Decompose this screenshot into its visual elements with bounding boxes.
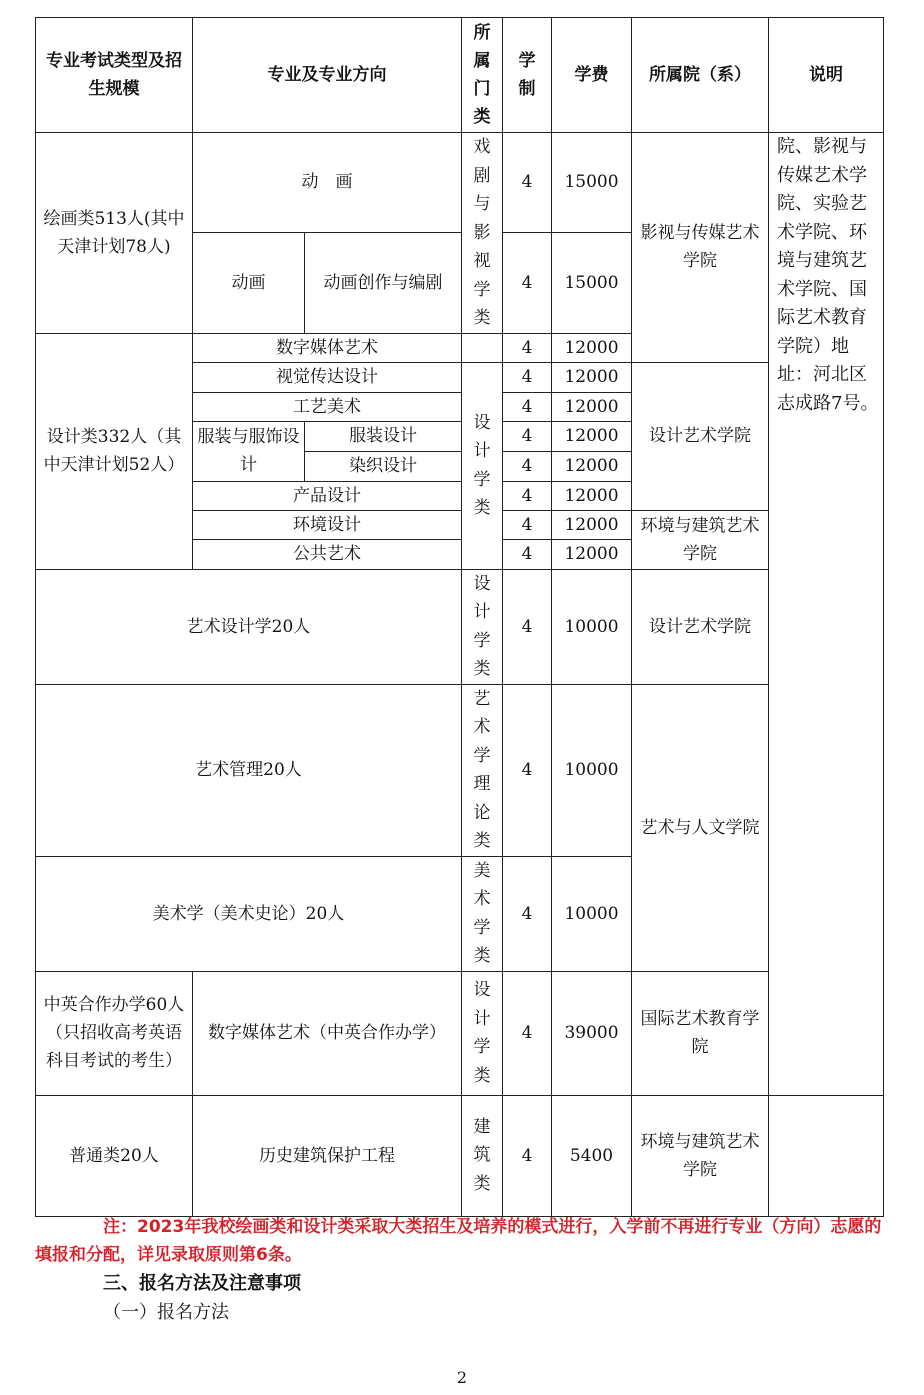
general-type-cell: 普通类20人	[36, 1095, 193, 1216]
drawing-major-1: 动 画	[193, 133, 462, 233]
years-cell: 4	[503, 1095, 552, 1216]
sino-british-type-cell: 中英合作办学60人（只招收高考英语科目考试的考生）	[36, 971, 193, 1095]
table-header-row	[36, 18, 884, 133]
fee-cell: 12000	[552, 333, 632, 362]
drawing-category-cell: 戏剧与影视学类	[462, 133, 503, 334]
header-note: 说明	[769, 18, 884, 133]
humanities-dept-cell: 艺术与人文学院	[632, 684, 769, 971]
note-cell: 院、影视与传媒艺术学院、实验艺术学院、环境与建筑艺术学院、国际艺术教育学院）地址：河北区志成路7号。	[769, 133, 884, 1096]
years-cell: 4	[503, 421, 552, 451]
design-major-2: 视觉传达设计	[193, 362, 462, 392]
table-row	[36, 684, 884, 856]
art-history-cell: 美术学（美术史论）20人	[36, 856, 462, 971]
years-cell: 4	[503, 362, 552, 392]
admissions-table	[35, 17, 884, 1217]
table-row	[36, 133, 884, 233]
years-cell: 4	[503, 510, 552, 539]
design-direction-5: 染织设计	[305, 451, 462, 481]
design-major-4: 服装与服饰设计	[193, 421, 305, 481]
design-major-8: 公共艺术	[193, 539, 462, 569]
table-row	[36, 971, 884, 1095]
design-major-6: 产品设计	[193, 481, 462, 510]
fee-cell: 12000	[552, 362, 632, 392]
design-dept-b-cell: 环境与建筑艺术学院	[632, 510, 769, 569]
art-design-category: 设计学类	[462, 569, 503, 684]
general-category: 建筑类	[462, 1095, 503, 1216]
page-number: 2	[456, 1368, 468, 1387]
section-heading: 三、报名方法及注意事项	[103, 1273, 301, 1294]
sino-british-major-cell: 数字媒体艺术（中英合作办学）	[193, 971, 462, 1095]
art-design-cell: 艺术设计学20人	[36, 569, 462, 684]
fee-cell: 12000	[552, 451, 632, 481]
header-fee: 学费	[552, 18, 632, 133]
fee-cell: 12000	[552, 539, 632, 569]
fee-cell: 12000	[552, 481, 632, 510]
art-history-category: 美术学类	[462, 856, 503, 971]
design-dept-a-cell: 设计艺术学院	[632, 362, 769, 510]
general-dept: 环境与建筑艺术学院	[632, 1095, 769, 1216]
fee-cell: 12000	[552, 392, 632, 421]
art-management-cell: 艺术管理20人	[36, 684, 462, 856]
years-cell: 4	[503, 569, 552, 684]
fee-cell: 10000	[552, 684, 632, 856]
sino-british-category: 设计学类	[462, 971, 503, 1095]
years-cell: 4	[503, 481, 552, 510]
art-management-category: 艺术学理论类	[462, 684, 503, 856]
years-cell: 4	[503, 133, 552, 233]
table-row	[36, 1095, 884, 1216]
years-cell: 4	[503, 232, 552, 333]
design-major-7: 环境设计	[193, 510, 462, 539]
header-major: 专业及专业方向	[193, 18, 462, 133]
design-type-cell: 设计类332人（其中天津计划52人）	[36, 333, 193, 569]
empty-note-cell	[769, 1095, 884, 1216]
empty-category-cell	[462, 333, 503, 362]
design-major-1: 数字媒体艺术	[193, 333, 462, 362]
drawing-dept-cell: 影视与传媒艺术学院	[632, 133, 769, 363]
header-category: 所属门类	[462, 18, 503, 133]
fee-cell: 10000	[552, 856, 632, 971]
sino-british-dept: 国际艺术教育学院	[632, 971, 769, 1095]
years-cell: 4	[503, 856, 552, 971]
design-direction-4: 服装设计	[305, 421, 462, 451]
fee-cell: 12000	[552, 421, 632, 451]
years-cell: 4	[503, 451, 552, 481]
header-years: 学制	[503, 18, 552, 133]
header-dept: 所属院（系）	[632, 18, 769, 133]
fee-cell: 5400	[552, 1095, 632, 1216]
fee-cell: 12000	[552, 510, 632, 539]
years-cell: 4	[503, 392, 552, 421]
general-major-cell: 历史建筑保护工程	[193, 1095, 462, 1216]
drawing-type-cell: 绘画类513人(其中天津计划78人)	[36, 133, 193, 334]
subsection-heading: （一）报名方法	[103, 1302, 229, 1323]
footnote-text: 注：2023年我校绘画类和设计类采取大类招生及培养的模式进行，入学前不再进行专业（方向）志愿的填报和分配，详见录取原则第6条。	[35, 1217, 882, 1265]
art-design-dept: 设计艺术学院	[632, 569, 769, 684]
fee-cell: 39000	[552, 971, 632, 1095]
table-row	[36, 569, 884, 684]
drawing-direction-2: 动画创作与编剧	[305, 232, 462, 333]
fee-cell: 15000	[552, 232, 632, 333]
design-category-cell: 设计学类	[462, 362, 503, 569]
years-cell: 4	[503, 684, 552, 856]
drawing-major-2: 动画	[193, 232, 305, 333]
design-major-3: 工艺美术	[193, 392, 462, 421]
years-cell: 4	[503, 971, 552, 1095]
years-cell: 4	[503, 539, 552, 569]
fee-cell: 15000	[552, 133, 632, 233]
header-type: 专业考试类型及招生规模	[36, 18, 193, 133]
years-cell: 4	[503, 333, 552, 362]
fee-cell: 10000	[552, 569, 632, 684]
